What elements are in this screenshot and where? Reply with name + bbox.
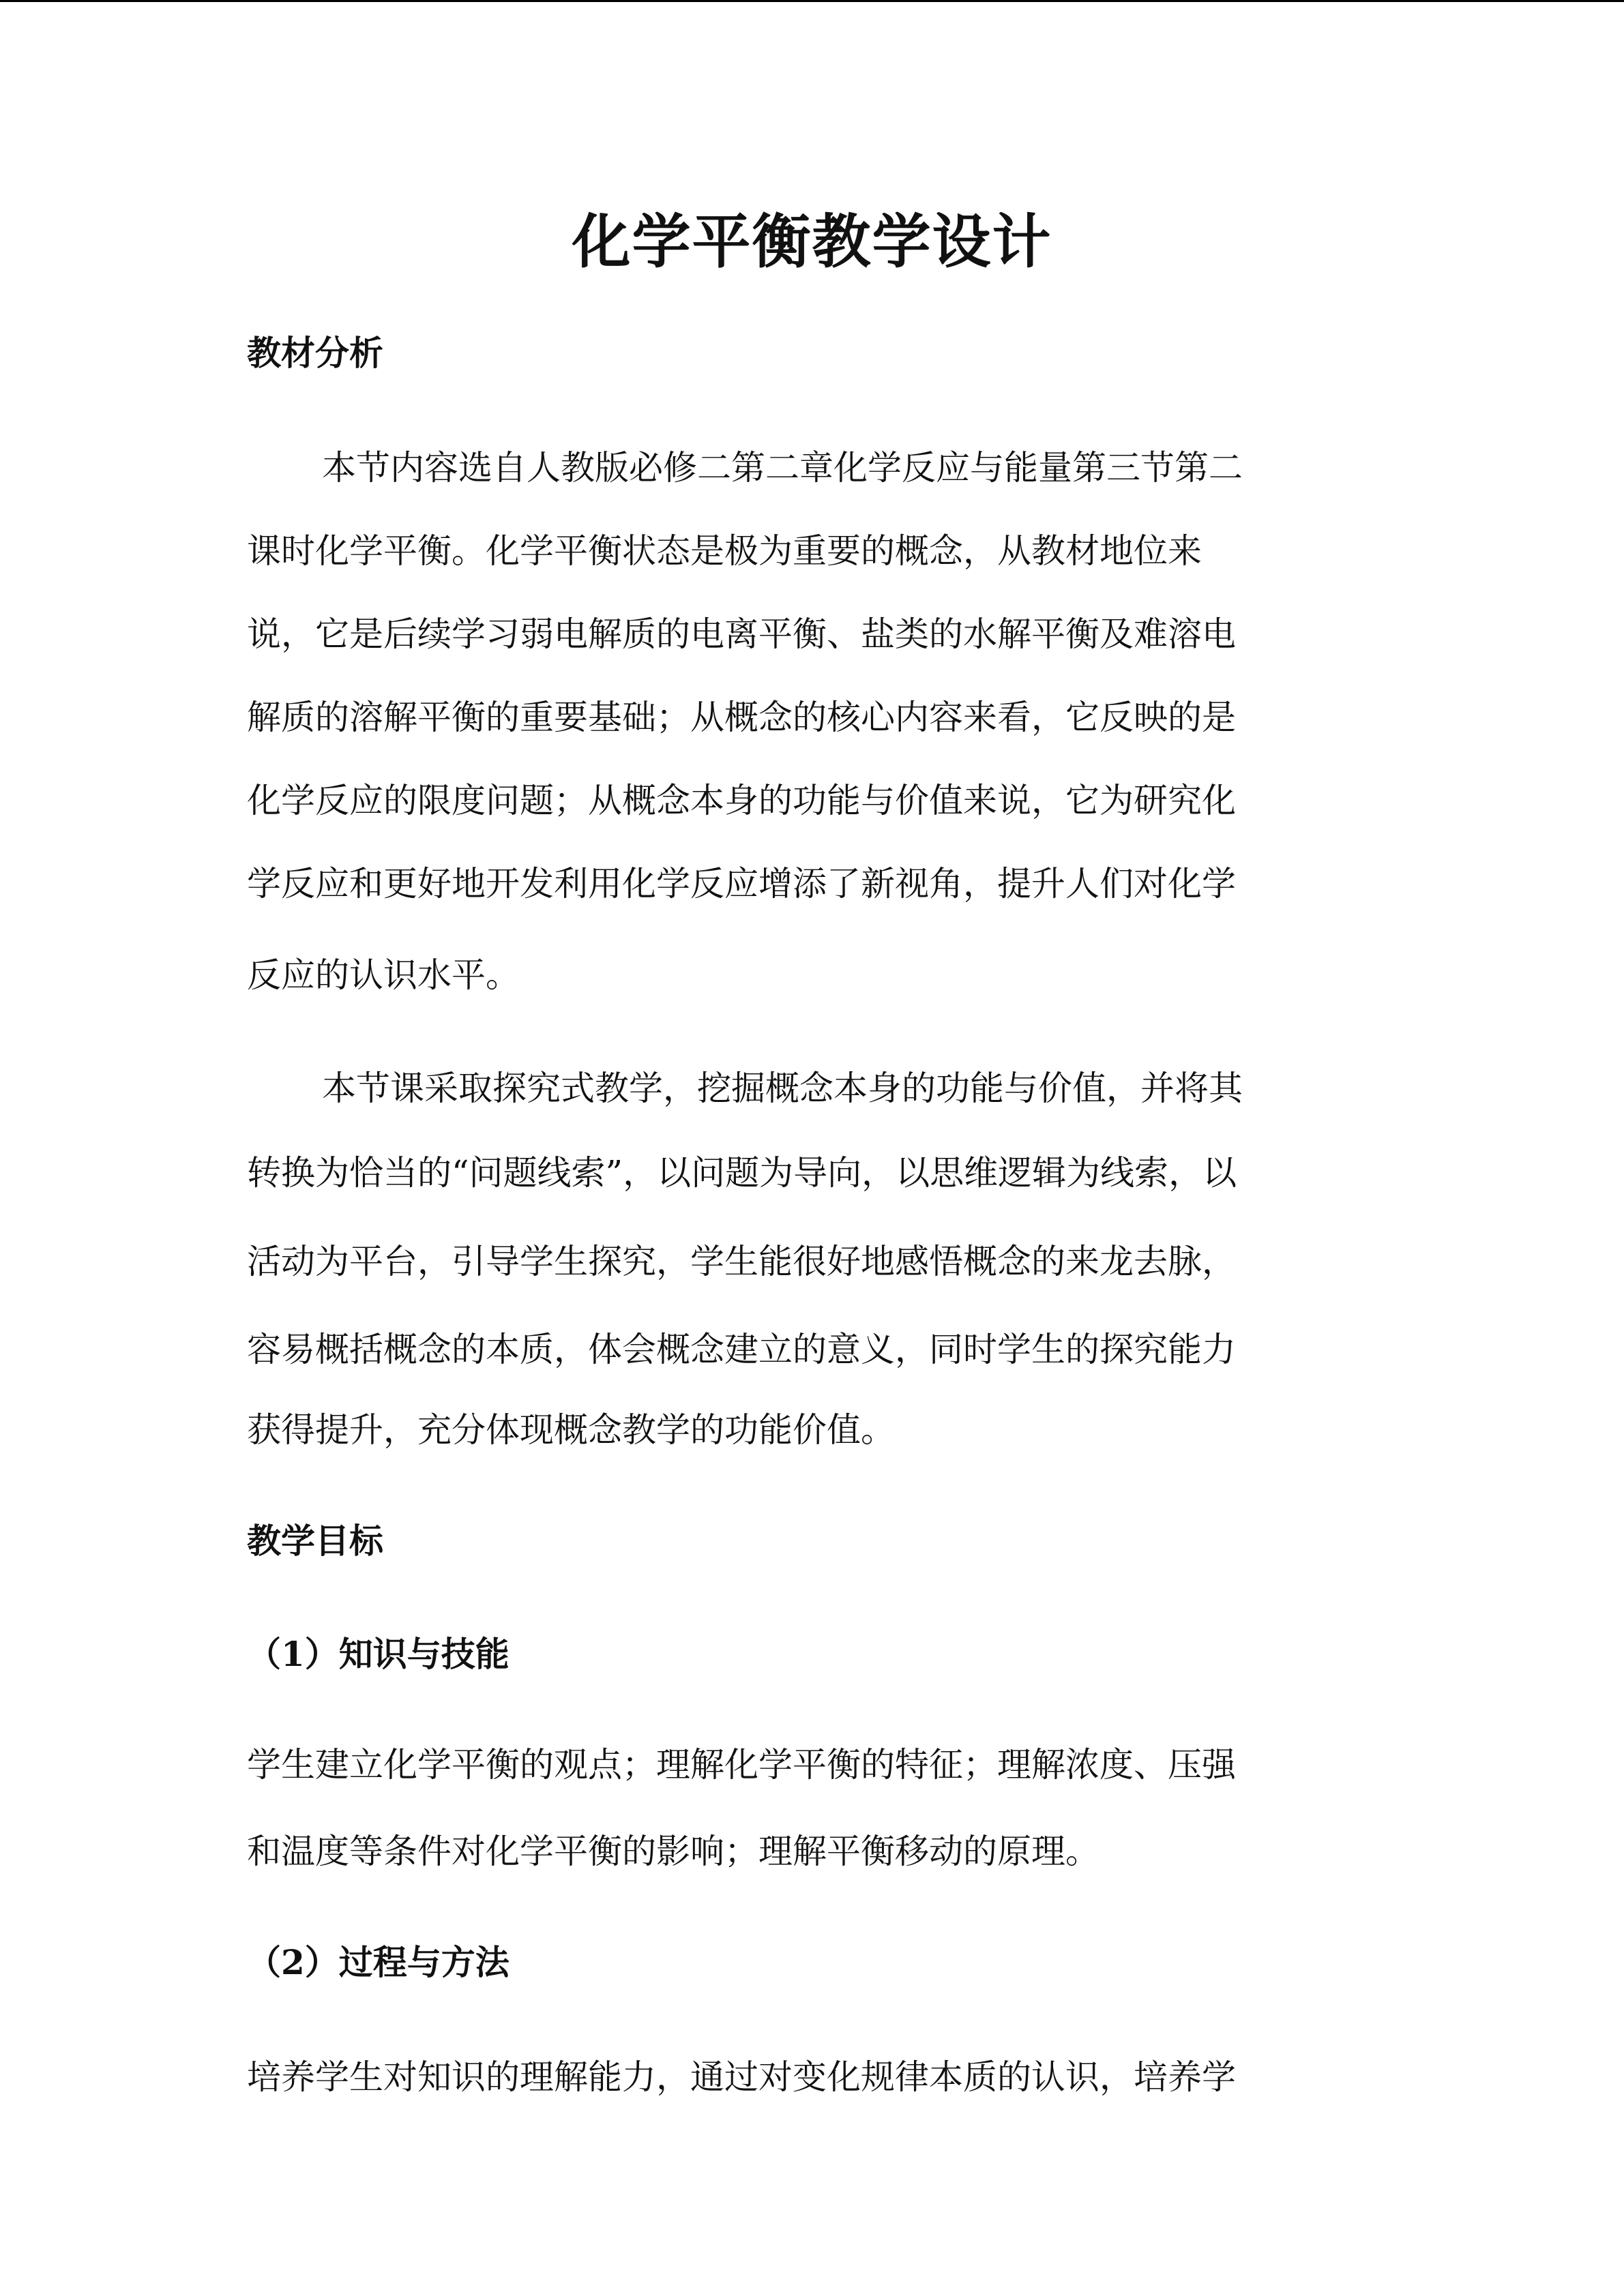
top-border-line — [0, 0, 1624, 2]
paragraph-line: 和温度等条件对化学平衡的影响；理解平衡移动的原理。 — [247, 1832, 1099, 1871]
paragraph-line: 反应的认识水平。 — [247, 955, 520, 995]
paragraph-line: 学生建立化学平衡的观点；理解化学平衡的特征；理解浓度、压强 — [247, 1745, 1236, 1785]
paragraph-line: 学反应和更好地开发利用化学反应增添了新视角，提升人们对化学 — [247, 864, 1236, 904]
section-heading-objectives: 教学目标 — [247, 1521, 383, 1561]
paragraph-line: 活动为平台，引导学生探究，学生能很好地感悟概念的来龙去脉， — [247, 1242, 1236, 1281]
paragraph-line: 解质的溶解平衡的重要基础；从概念的核心内容来看，它反映的是 — [247, 698, 1236, 737]
paragraph-line: 化学反应的限度问题；从概念本身的功能与价值来说，它为研究化 — [247, 781, 1236, 820]
paragraph-line: 获得提升，充分体现概念教学的功能价值。 — [247, 1410, 895, 1450]
paragraph-line: 课时化学平衡。化学平衡状态是极为重要的概念，从教材地位来 — [247, 531, 1202, 571]
paragraph-line: 容易概括概念的本质，体会概念建立的意义，同时学生的探究能力 — [247, 1330, 1236, 1369]
document-title: 化学平衡教学设计 — [572, 207, 1052, 276]
paragraph-line: 说，它是后续学习弱电解质的电离平衡、盐类的水解平衡及难溶电 — [247, 614, 1236, 654]
paragraph-line: 本节课采取探究式教学，挖掘概念本身的功能与价值，并将其 — [322, 1069, 1243, 1108]
section-heading-analysis: 教材分析 — [247, 333, 383, 373]
sub-heading-knowledge: （1）知识与技能 — [247, 1634, 510, 1674]
paragraph-line: 转换为恰当的“问题线索”，以问题为导向，以思维逻辑为线索，以 — [247, 1153, 1237, 1193]
paragraph-line: 本节内容选自人教版必修二第二章化学反应与能量第三节第二 — [322, 448, 1243, 488]
sub-heading-process: （2）过程与方法 — [247, 1942, 510, 1982]
paragraph-line: 培养学生对知识的理解能力，通过对变化规律本质的认识，培养学 — [247, 2057, 1236, 2097]
